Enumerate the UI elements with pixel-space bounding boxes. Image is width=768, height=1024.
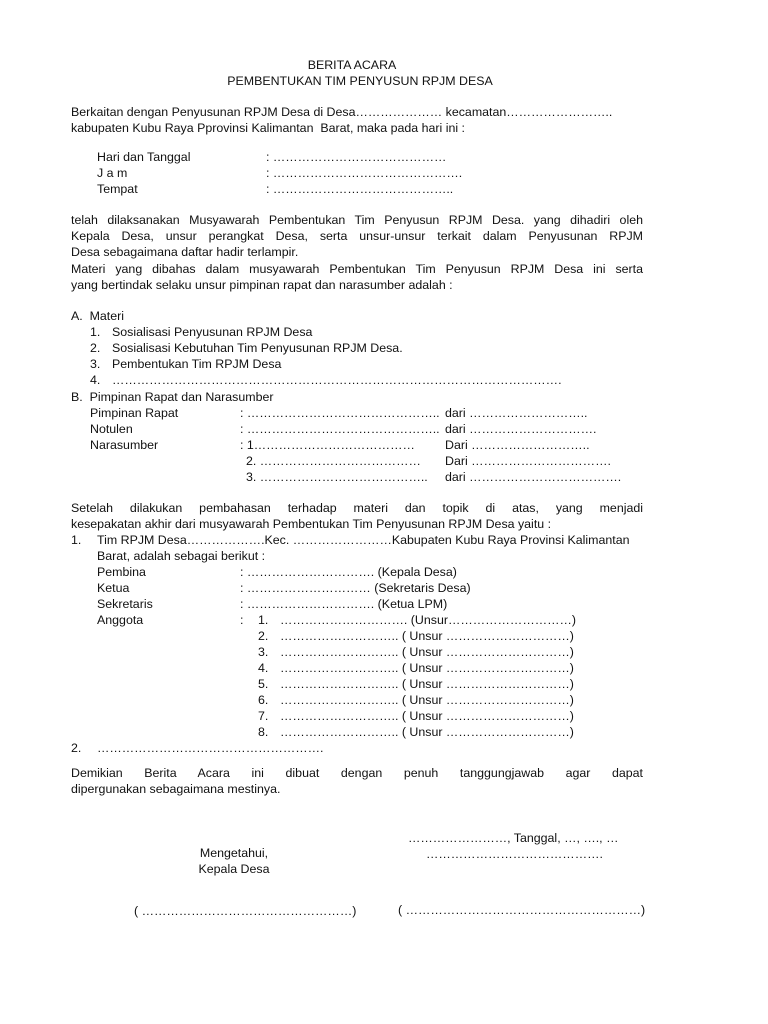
speaker-value: : 1………………………………… [240, 438, 415, 452]
team-item-2: ………………………………………………. [97, 741, 324, 755]
list-number: 1. [90, 325, 101, 339]
section-a-heading: A. Materi [71, 309, 125, 323]
leader-from: dari ……………………….. [445, 406, 588, 420]
paragraph-agreement [71, 500, 643, 532]
member-number: 1. [258, 613, 269, 627]
paragraph-line: yang bertindak selaku unsur pimpinan rapat dan narasumber adalah : [71, 277, 453, 292]
document-subtitle: PEMBENTUKAN TIM PENYUSUN RPJM DESA [227, 74, 493, 88]
acknowledged-label: Mengetahui, [199, 846, 269, 860]
speaker-value: 2. ………………………………… [246, 454, 421, 468]
paragraph-line: Kepala Desa, unsur perangkat Desa, serta unsur-unsur terkait dalam Penyusunan RPJM [71, 229, 643, 244]
list-item: Pembentukan Tim RPJM Desa [112, 357, 282, 371]
place-label: Tempat [97, 182, 138, 196]
village-head-label: Kepala Desa [198, 862, 270, 876]
speaker-value: 3. ………………………………….. [246, 470, 428, 484]
member-number: 4. [258, 661, 269, 675]
member-number: 8. [258, 725, 269, 739]
role-label: Pembina [97, 565, 146, 579]
signature-date-dots: ……………………………………. [426, 847, 603, 861]
member-number: 5. [258, 677, 269, 691]
member-entry: ……………………….. ( Unsur …………………………) [280, 677, 574, 691]
team-line-1: Tim RPJM Desa……………….Kec. ……………………Kabupaten Kubu Raya Provinsi Kalimantan [97, 533, 630, 547]
leader-label: Pimpinan Rapat [90, 406, 179, 420]
list-item: ………………………………………………………………………………………………. [112, 373, 562, 387]
anggota-label: Anggota [97, 613, 144, 627]
team-line-2: Barat, adalah sebagai berikut : [97, 549, 266, 563]
intro-line-2: kabupaten Kubu Raya Pprovinsi Kalimantan Barat, maka pada hari ini : [71, 121, 465, 135]
paragraph-line: Materi yang dibahas dalam musyawarah Pembentukan Tim Penyusun RPJM Desa ini serta [71, 261, 643, 276]
section-b-heading: B. Pimpinan Rapat dan Narasumber [71, 390, 274, 404]
speaker-label: Narasumber [90, 438, 159, 452]
date-label: Hari dan Tanggal [97, 150, 191, 164]
paragraph-attendance [71, 212, 643, 293]
list-item: Sosialisasi Kebutuhan Tim Penyusunan RPJM Desa. [112, 341, 403, 355]
member-entry: ……………………….. ( Unsur …………………………) [280, 725, 574, 739]
list-number: 3. [90, 357, 101, 371]
role-value: : …………………………. (Kepala Desa) [240, 565, 457, 579]
paragraph-line: Desa sebagaimana daftar hadir terlampir. [71, 245, 299, 260]
member-entry: ……………………….. ( Unsur …………………………) [280, 629, 574, 643]
speaker-from: dari ………………………………. [445, 470, 622, 484]
role-value: : …………………………. (Ketua LPM) [240, 597, 448, 611]
role-label: Sekretaris [97, 597, 153, 611]
member-entry: ……………………….. ( Unsur …………………………) [280, 693, 574, 707]
time-value: : ………………………………………. [266, 166, 463, 180]
member-entry: ……………………….. ( Unsur …………………………) [280, 661, 574, 675]
role-value: : ………………………… (Sekretaris Desa) [240, 581, 471, 595]
anggota-colon: : [240, 613, 244, 627]
list-number: 2. [90, 341, 101, 355]
leader-value: : ……………………………………….. [240, 406, 440, 420]
paragraph-line: dipergunakan sebagaimana mestinya. [71, 782, 281, 797]
paragraph-line: Demikian Berita Acara ini dibuat dengan penuh tanggungjawab agar dapat [71, 766, 643, 780]
place-value: : …………………………………….. [266, 182, 454, 196]
speaker-from: Dari ……………………….. [445, 438, 590, 452]
paragraph-line: Setelah dilakukan pembahasan terhadap materi dan topik di atas, yang menjadi [71, 501, 643, 515]
secretary-signature: ( …………………………………………………) [398, 903, 646, 917]
member-entry: …………………………. (Unsur…………………………) [280, 613, 577, 627]
member-number: 2. [258, 629, 269, 643]
speaker-from: Dari ……………………………. [445, 454, 611, 468]
member-entry: ……………………….. ( Unsur …………………………) [280, 645, 574, 659]
village-head-signature: ( ……………………………………………) [134, 904, 357, 918]
notulen-value: : ……………………………………….. [240, 422, 440, 436]
time-label: J a m [97, 166, 128, 180]
member-number: 7. [258, 709, 269, 723]
list-number: 2. [71, 741, 82, 755]
paragraph-line: kesepakatan akhir dari musyawarah Pembentukan Tim Penyusunan RPJM Desa yaitu : [71, 517, 552, 532]
notulen-from: dari …………………………. [445, 422, 597, 436]
member-entry: ……………………….. ( Unsur …………………………) [280, 709, 574, 723]
role-label: Ketua [97, 581, 130, 595]
paragraph-closing [71, 765, 643, 797]
member-number: 3. [258, 645, 269, 659]
intro-line-1: Berkaitan dengan Penyusunan RPJM Desa di Desa………………… kecamatan…………………….. [71, 105, 613, 119]
list-number: 4. [90, 373, 101, 387]
date-value: : …………………………………… [266, 150, 447, 164]
member-number: 6. [258, 693, 269, 707]
notulen-label: Notulen [90, 422, 133, 436]
paragraph-line: telah dilaksanakan Musyawarah Pembentukan Tim Penyusun RPJM Desa. yang dihadiri oleh [71, 213, 643, 227]
signature-date: ……………………, Tanggal, …, …., … [408, 831, 619, 845]
list-item: Sosialisasi Penyusunan RPJM Desa [112, 325, 313, 339]
list-number: 1. [71, 533, 82, 547]
document-title: BERITA ACARA [307, 58, 397, 72]
